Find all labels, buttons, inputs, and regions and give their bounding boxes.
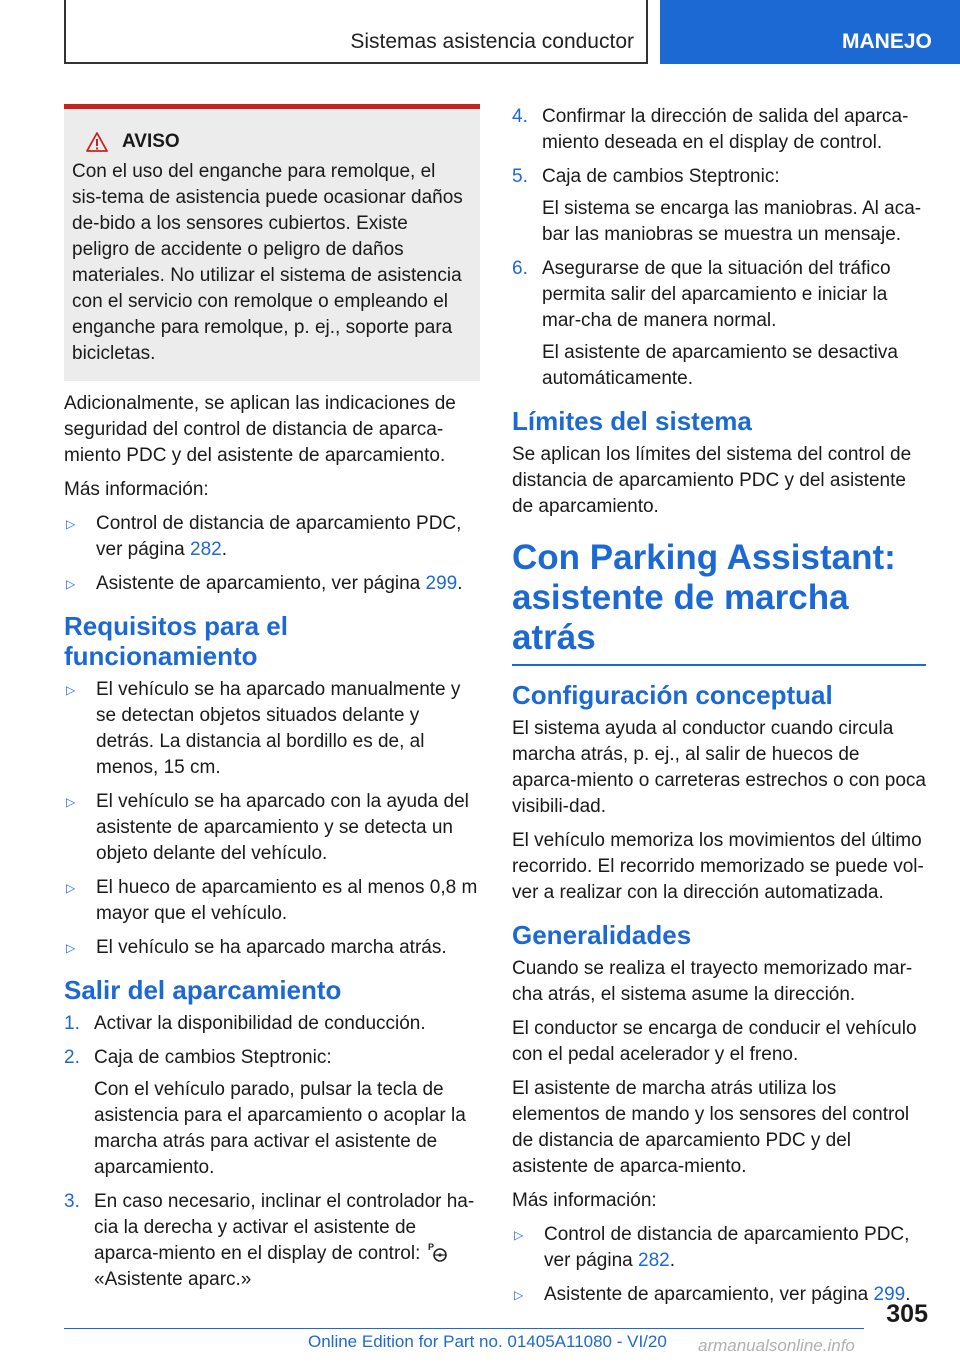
chapter-tab [660, 0, 960, 64]
paragraph: El sistema ayuda al conductor cuando circula marcha atrás, p. ej., al salir de huecos de aparca-miento o carreteras estrechos o con poca visibili-dad. [512, 718, 926, 817]
list-item-text: El hueco de aparcamiento es al menos 0,8 m mayor que el vehículo. [96, 877, 478, 924]
triangle-bullet-icon: ▷ [514, 1228, 524, 1242]
paragraph: Adicionalmente, se aplican las indicaciones de seguridad del control de distancia de aparca-miento PDC y del asistente de aparcamiento. [64, 393, 456, 466]
steps-list [64, 1011, 480, 1293]
list-item [64, 875, 480, 927]
triangle-bullet-icon: ▷ [66, 517, 76, 531]
paragraph: El asistente de marcha atrás utiliza los elementos de mando y los sensores del control de distancia de aparcamiento PDC y del asistente de aparca-miento. [512, 1078, 910, 1177]
list-item-text: El vehículo se ha aparcado con la ayuda del asistente de aparcamiento y se detecta un objeto delante del vehículo. [96, 791, 469, 864]
parking-assist-icon [426, 1241, 450, 1263]
page-link[interactable]: 282 [190, 539, 222, 560]
step-item [512, 256, 926, 392]
list-item-text: Control de distancia de aparcamiento PDC, ver página [96, 513, 462, 560]
paragraph: Se aplican los límites del sistema del control de distancia de aparcamiento PDC y del asistente de aparcamiento. [512, 444, 912, 517]
step-after-text: «Asistente aparc.» [94, 1269, 252, 1290]
step-text: Activar la disponibilidad de conducción. [94, 1013, 426, 1034]
chapter-tab-label: MANEJO [842, 30, 932, 53]
step-number: 3. [64, 1191, 80, 1212]
steps-list-continued [512, 104, 926, 392]
svg-text:P: P [427, 1242, 434, 1252]
triangle-bullet-icon: ▷ [66, 881, 76, 895]
paragraph: Cuando se realiza el trayecto memorizado mar-cha atrás, el sistema asume la dirección. [512, 958, 913, 1005]
step-item [512, 104, 926, 156]
step-text: Asegurarse de que la situación del tráfico permita salir del aparcamiento e iniciar la mar-cha de manera normal. [542, 258, 891, 331]
triangle-bullet-icon: ▷ [66, 941, 76, 955]
step-number: 6. [512, 258, 528, 279]
list-item-text: El vehículo se ha aparcado marcha atrás. [96, 937, 447, 958]
heading-configuracion: Configuración conceptual [512, 680, 833, 710]
warning-title: AVISO [122, 131, 180, 152]
list-item-text: Asistente de aparcamiento, ver página [96, 573, 426, 594]
reference-list [512, 1222, 926, 1308]
footer-edition: Online Edition for Part no. 01405A11080 - VI/20 [308, 1332, 667, 1351]
list-item [64, 511, 480, 563]
watermark: armanualsonline.info [698, 1336, 855, 1355]
page-link[interactable]: 299 [425, 573, 458, 594]
more-info-label: Más información: [64, 479, 209, 500]
list-item-text: El vehículo se ha aparcado manualmente y se detectan objetos situados delante y detrás. La distancia al bordillo es de, al menos, 15 cm. [96, 679, 461, 778]
list-item-end: . [669, 1250, 675, 1271]
step-number: 5. [512, 166, 528, 187]
list-item-text: Control de distancia de aparcamiento PDC, ver página [544, 1224, 910, 1271]
triangle-bullet-icon: ▷ [514, 1288, 524, 1302]
step-number: 2. [64, 1047, 80, 1068]
requirements-list [64, 677, 480, 961]
more-info-label: Más información: [512, 1190, 657, 1211]
step-subtext: El sistema se encarga las maniobras. Al aca-bar las maniobras se muestra un mensaje. [542, 198, 922, 245]
header-box [64, 0, 648, 64]
list-item-end: . [221, 539, 227, 560]
step-item [64, 1045, 480, 1181]
triangle-bullet-icon: ▷ [66, 795, 76, 809]
list-item-end: . [905, 1284, 911, 1305]
paragraph: El conductor se encarga de conducir el vehículo con el pedal acelerador y el freno. [512, 1018, 917, 1065]
list-item [64, 677, 480, 781]
warning-text: Con el uso del enganche para remolque, el sis-tema de asistencia puede ocasionar daños de-bido a los sensores cubiertos. Existe peligro de accidente o peligro de daños materiales. No utilizar el sistema de asistencia con el servicio con remolque o empleando el enganche para remolque, p. ej., soporte para bicicletas. [72, 161, 463, 364]
triangle-bullet-icon: ▷ [66, 577, 76, 591]
right-column [512, 104, 926, 1316]
footer-divider [64, 1328, 864, 1329]
list-item [64, 935, 480, 961]
main-heading: Con Parking Assistant: asistente de marcha atrás [512, 538, 926, 666]
list-item [64, 789, 480, 867]
step-number: 1. [64, 1013, 80, 1034]
heading-limites: Límites del sistema [512, 406, 752, 436]
step-item [64, 1189, 480, 1293]
warning-triangle-icon [86, 131, 108, 153]
step-subtext: El asistente de aparcamiento se desactiva automáticamente. [542, 342, 898, 389]
heading-salir: Salir del aparcamiento [64, 975, 342, 1005]
warning-box [64, 104, 480, 381]
step-subtext: Con el vehículo parado, pulsar la tecla de asistencia para el aparcamiento o acoplar la marcha atrás para activar el asistente de aparcamiento. [94, 1079, 466, 1178]
step-text: Caja de cambios Steptronic: [542, 166, 780, 187]
heading-generalidades: Generalidades [512, 920, 692, 950]
page-link[interactable]: 299 [873, 1284, 906, 1305]
heading-requisitos: Requisitos para el funcionamiento [64, 611, 288, 671]
reference-list [64, 511, 480, 597]
paragraph: El vehículo memoriza los movimientos del último recorrido. El recorrido memorizado se puede vol-ver a realizar con la dirección automatizada. [512, 830, 924, 903]
step-item [512, 164, 926, 248]
step-item [64, 1011, 480, 1037]
step-text: Confirmar la dirección de salida del aparca-miento deseada en el display de control. [542, 106, 909, 153]
triangle-bullet-icon: ▷ [66, 683, 76, 697]
step-text: En caso necesario, inclinar el controlador ha-cia la derecha y activar el asistente de aparca-miento en el display de control: [94, 1191, 475, 1264]
list-item [512, 1282, 926, 1308]
page-link[interactable]: 282 [638, 1250, 670, 1271]
list-item [64, 571, 480, 597]
list-item-text: Asistente de aparcamiento, ver página [544, 1284, 874, 1305]
section-title: Sistemas asistencia conductor [350, 30, 634, 53]
step-text: Caja de cambios Steptronic: [94, 1047, 332, 1068]
list-item-end: . [457, 573, 463, 594]
left-column [64, 104, 480, 1301]
step-number: 4. [512, 106, 528, 127]
page-number: 305 [886, 1300, 928, 1328]
list-item [512, 1222, 926, 1274]
